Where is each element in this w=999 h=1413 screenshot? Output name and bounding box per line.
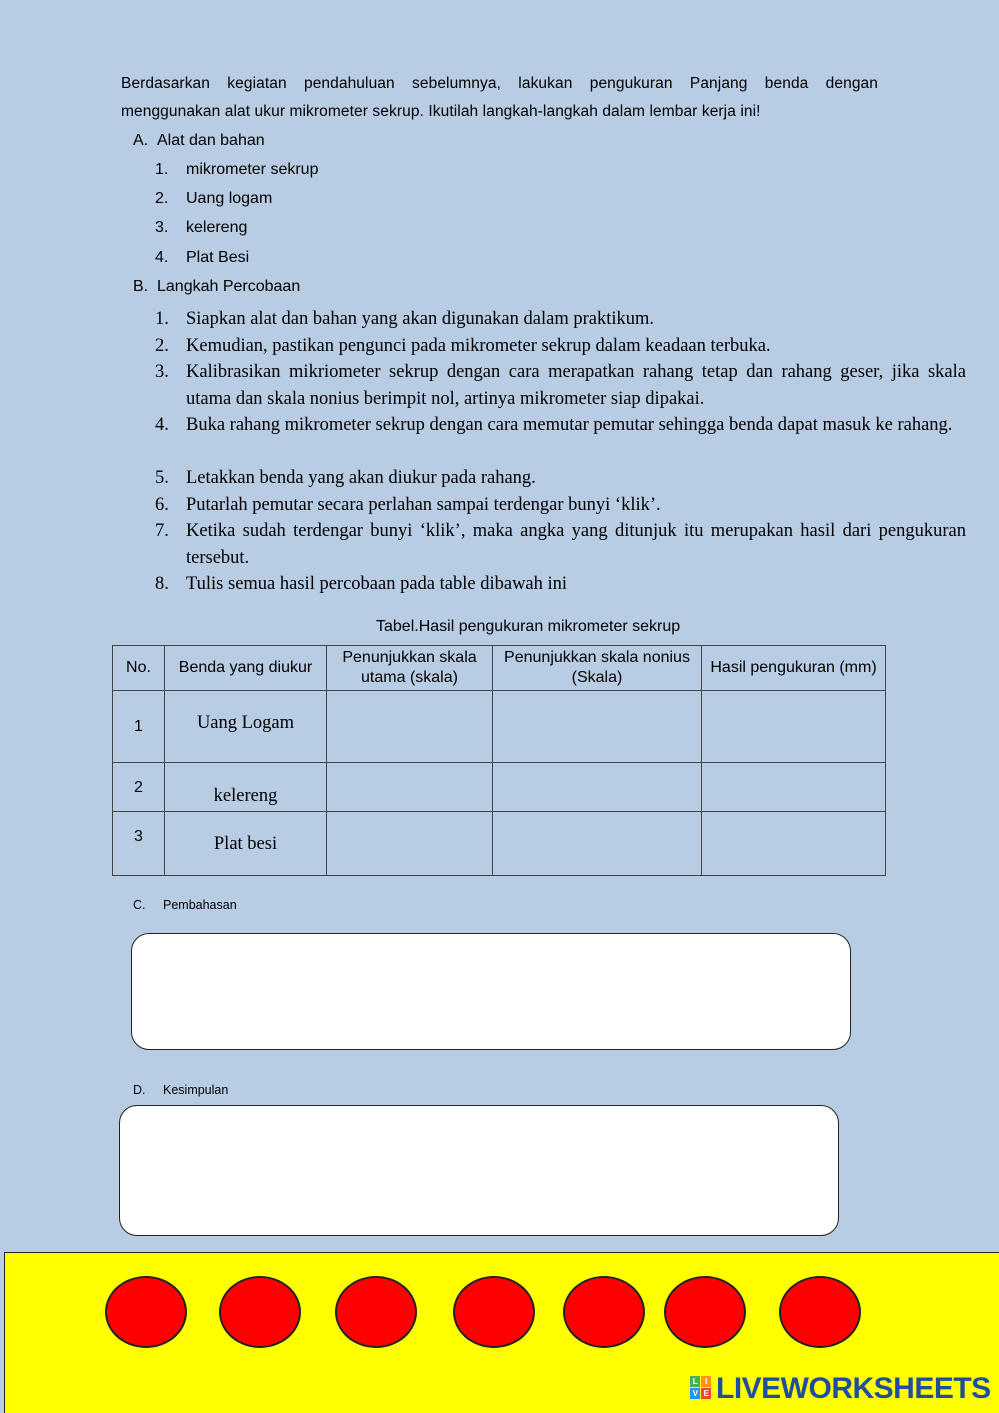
list-item-text: Uang logam bbox=[186, 190, 273, 207]
row-object: Uang Logam bbox=[165, 691, 327, 763]
list-item bbox=[155, 219, 248, 237]
brand-mark-icon: L I V E bbox=[690, 1376, 712, 1400]
section-d-title: Kesimpulan bbox=[163, 1083, 229, 1097]
step-number: 4. bbox=[155, 415, 169, 435]
step-text: Letakkan benda yang akan diukur pada rahang. bbox=[186, 468, 536, 488]
row-number: 2 bbox=[113, 763, 165, 812]
red-circle-button[interactable] bbox=[335, 1276, 417, 1348]
list-item-text: kelereng bbox=[186, 219, 248, 236]
step-text: Kalibrasikan mikriometer sekrup dengan cara merapatkan rahang tetap dan rahang geser, jika skala utama dan skala nonius berimpit nol, artinya mikrometer siap dipakai. bbox=[186, 362, 966, 409]
step-number: 8. bbox=[155, 574, 169, 594]
section-a-heading bbox=[133, 132, 265, 150]
section-c-letter: C. bbox=[133, 898, 146, 912]
header-result: Hasil pengukuran (mm) bbox=[702, 646, 886, 691]
section-d-heading bbox=[133, 1083, 229, 1097]
list-item bbox=[155, 306, 966, 333]
step-number: 2. bbox=[155, 336, 169, 356]
liveworksheets-logo bbox=[690, 1372, 991, 1406]
section-a-title: Alat dan bahan bbox=[157, 132, 265, 149]
step-text: Tulis semua hasil percobaan pada table dibawah ini bbox=[186, 574, 568, 594]
section-c-heading bbox=[133, 898, 237, 912]
conclusion-answer-box[interactable] bbox=[119, 1105, 839, 1236]
header-vernier-scale: Penunjukkan skala nonius (Skala) bbox=[493, 646, 702, 691]
results-table bbox=[112, 645, 886, 876]
list-item bbox=[155, 161, 319, 179]
section-d-letter: D. bbox=[133, 1083, 146, 1097]
row-number: 3 bbox=[113, 812, 165, 876]
main-scale-cell[interactable] bbox=[327, 763, 493, 812]
row-number: 1 bbox=[113, 691, 165, 763]
list-item bbox=[155, 465, 966, 492]
step-text: Putarlah pemutar secara perlahan sampai terdengar bunyi ‘klik’. bbox=[186, 495, 661, 515]
red-circle-button[interactable] bbox=[453, 1276, 535, 1348]
row-object: Plat besi bbox=[165, 812, 327, 876]
header-no: No. bbox=[113, 646, 165, 691]
result-cell[interactable] bbox=[702, 691, 886, 763]
section-c-title: Pembahasan bbox=[163, 898, 237, 912]
list-item-text: Plat Besi bbox=[186, 249, 250, 266]
list-item-number: 2. bbox=[155, 190, 169, 207]
table-row bbox=[113, 763, 886, 812]
list-item bbox=[155, 249, 250, 267]
intro-paragraph: Berdasarkan kegiatan pendahuluan sebelumnya, lakukan pengukuran Panjang benda dengan menggunakan alat ukur mikrometer sekrup. Ikutilah langkah-langkah dalam lembar kerja ini! bbox=[121, 75, 878, 120]
table-row bbox=[113, 812, 886, 876]
table-row bbox=[113, 691, 886, 763]
table-header-row bbox=[113, 646, 886, 691]
step-number: 6. bbox=[155, 495, 169, 515]
brand-text: LIVEWORKSHEETS bbox=[716, 1372, 991, 1405]
section-a-letter: A. bbox=[133, 132, 149, 149]
list-item bbox=[155, 571, 966, 598]
step-number: 5. bbox=[155, 468, 169, 488]
vernier-scale-cell[interactable] bbox=[493, 691, 702, 763]
section-b-title: Langkah Percobaan bbox=[157, 278, 301, 295]
list-item bbox=[155, 190, 273, 208]
list-item bbox=[155, 359, 966, 412]
step-text: Buka rahang mikrometer sekrup dengan cara memutar pemutar sehingga benda dapat masuk ke rahang. bbox=[186, 415, 953, 435]
list-item bbox=[155, 412, 966, 439]
step-number: 1. bbox=[155, 309, 169, 329]
red-circle-button[interactable] bbox=[219, 1276, 301, 1348]
red-circle-button[interactable] bbox=[664, 1276, 746, 1348]
result-cell[interactable] bbox=[702, 763, 886, 812]
main-scale-cell[interactable] bbox=[327, 691, 493, 763]
vernier-scale-cell[interactable] bbox=[493, 812, 702, 876]
list-item-number: 4. bbox=[155, 249, 169, 266]
red-circle-button[interactable] bbox=[779, 1276, 861, 1348]
step-text: Kemudian, pastikan pengunci pada mikrometer sekrup dalam keadaan terbuka. bbox=[186, 336, 771, 356]
list-item-text: mikrometer sekrup bbox=[186, 161, 319, 178]
red-circle-button[interactable] bbox=[563, 1276, 645, 1348]
vernier-scale-cell[interactable] bbox=[493, 763, 702, 812]
list-item bbox=[155, 333, 966, 360]
step-text: Ketika sudah terdengar bunyi ‘klik’, maka angka yang ditunjuk itu merupakan hasil dari pengukuran tersebut. bbox=[186, 521, 966, 568]
main-scale-cell[interactable] bbox=[327, 812, 493, 876]
section-b-letter: B. bbox=[133, 278, 149, 295]
result-cell[interactable] bbox=[702, 812, 886, 876]
header-object: Benda yang diukur bbox=[165, 646, 327, 691]
step-number: 7. bbox=[155, 521, 169, 541]
red-circle-button[interactable] bbox=[105, 1276, 187, 1348]
list-item bbox=[155, 492, 966, 519]
list-item bbox=[155, 518, 966, 571]
row-object: kelereng bbox=[165, 763, 327, 812]
list-item-number: 3. bbox=[155, 219, 169, 236]
step-number: 3. bbox=[155, 362, 169, 382]
list-item-number: 1. bbox=[155, 161, 169, 178]
section-b-heading bbox=[133, 278, 301, 296]
header-main-scale: Penunjukkan skala utama (skala) bbox=[327, 646, 493, 691]
step-text: Siapkan alat dan bahan yang akan digunakan dalam praktikum. bbox=[186, 309, 655, 329]
table-caption: Tabel.Hasil pengukuran mikrometer sekrup bbox=[376, 618, 681, 635]
discussion-answer-box[interactable] bbox=[131, 933, 851, 1050]
